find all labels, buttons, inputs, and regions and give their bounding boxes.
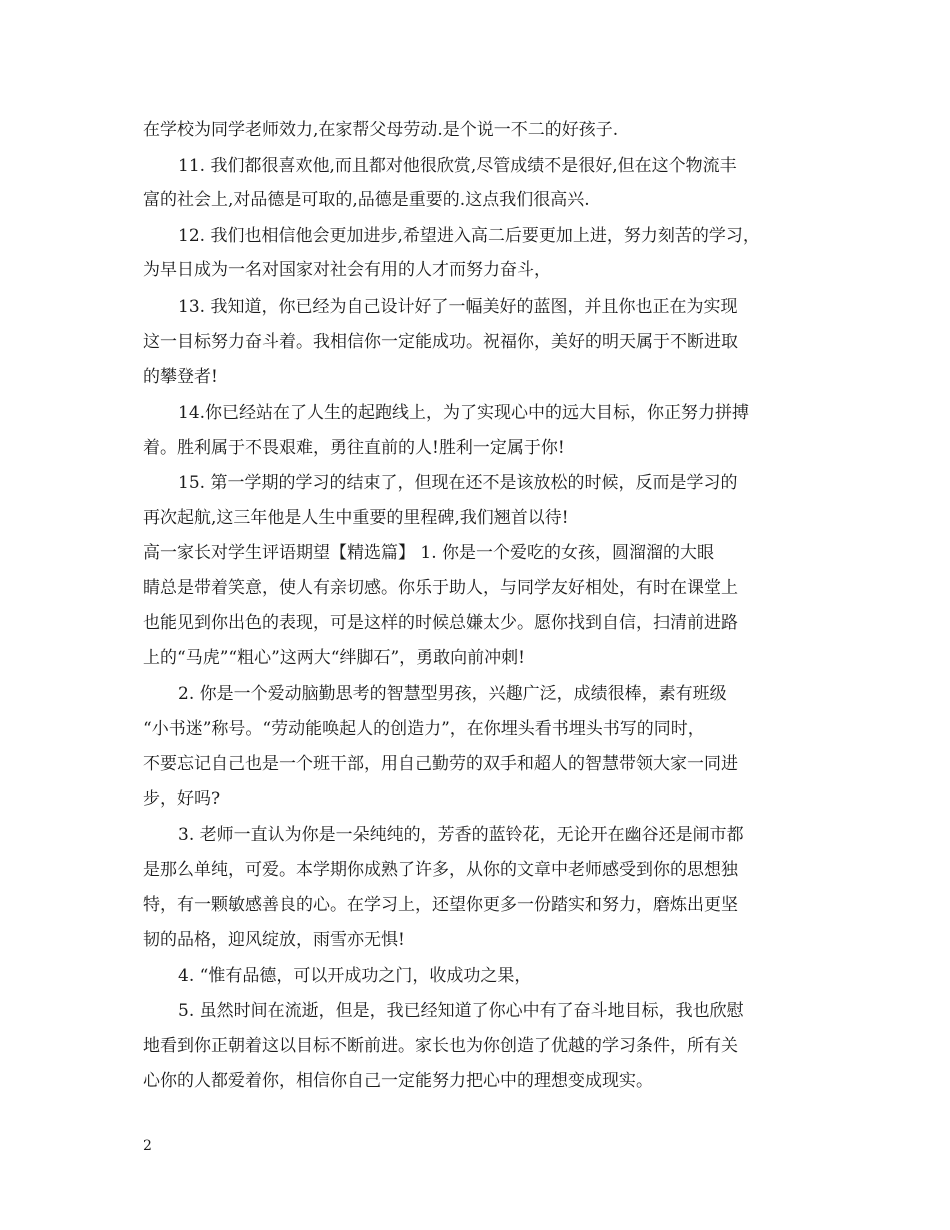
text-line: 着。胜利属于不畏艰难，勇往直前的人!胜利一定属于你!: [143, 438, 565, 458]
text-line: 2. 你是一个爱动脑勤思考的智慧型男孩，兴趣广泛，成绩很棒，素有班级: [178, 684, 727, 704]
text-line: 再次起航,这三年他是人生中重要的里程碑,我们翘首以待!: [143, 508, 569, 528]
text-line: 4. “惟有品德，可以开成功之门，收成功之果，: [178, 966, 532, 986]
text-line: 也能见到你出色的表现，可是这样的时候总嫌太少。愿你找到自信，扫清前进路: [143, 613, 738, 633]
text-line: 步，好吗?: [143, 789, 221, 809]
text-line: 为早日成为一名对国家对社会有用的人才而努力奋斗，: [143, 260, 551, 280]
text-line: “小书迷”称号。“劳动能唤起人的创造力”，在你埋头看书埋头书写的同时，: [143, 719, 705, 739]
text-line: 这一目标努力奋斗着。我相信你一定能成功。祝福你，美好的明天属于不断进取: [143, 332, 738, 352]
text-line: 韧的品格，迎风绽放，雨雪亦无惧!: [143, 930, 405, 950]
text-line: 上的“马虎”“粗心”这两大“绊脚石”，勇敢向前冲刺!: [143, 648, 525, 668]
text-line: 不要忘记自己也是一个班干部，用自己勤劳的双手和超人的智慧带领大家一同进: [143, 754, 738, 774]
text-line: 睛总是带着笑意，使人有亲切感。你乐于助人，与同学友好相处，有时在课堂上: [143, 578, 738, 598]
text-line: 在学校为同学老师效力,在家帮父母劳动.是个说一不二的好孩子.: [143, 120, 619, 140]
text-line: 13. 我知道，你已经为自己设计好了一幅美好的蓝图，并且你也正在为实现: [178, 297, 738, 317]
text-line: 3. 老师一直认为你是一朵纯纯的，芳香的蓝铃花，无论开在幽谷还是闹市都: [178, 825, 744, 845]
text-line: 12. 我们也相信他会更加进步,希望进入高二后要更加上进，努力刻苦的学习，: [178, 226, 760, 246]
text-line: 15. 第一学期的学习的结束了，但现在还不是该放松的时候，反而是学习的: [178, 473, 738, 493]
page-number: 2: [143, 1138, 152, 1154]
text-line: 11. 我们都很喜欢他,而且都对他很欣赏,尽管成绩不是很好,但在这个物流丰: [178, 156, 737, 176]
text-line: 5. 虽然时间在流逝，但是，我已经知道了你心中有了奋斗地目标，我也欣慰: [178, 1001, 744, 1021]
text-line: 地看到你正朝着这以目标不断前进。家长也为你创造了优越的学习条件，所有关: [143, 1036, 738, 1056]
text-line: 的攀登者!: [143, 367, 218, 387]
text-line: 是那么单纯，可爱。本学期你成熟了许多，从你的文章中老师感受到你的思想独: [143, 860, 738, 880]
text-line: 富的社会上,对品德是可取的,品德是重要的.这点我们很高兴.: [143, 190, 590, 210]
section-heading-line: 高一家长对学生评语期望【精选篇】 1. 你是一个爱吃的女孩，圆溜溜的大眼: [143, 543, 715, 563]
text-line: 14.你已经站在了人生的起跑线上，为了实现心中的远大目标，你正努力拼搏: [178, 403, 750, 423]
text-line: 心你的人都爱着你，相信你自己一定能努力把心中的理想变成现实。: [143, 1071, 653, 1091]
text-line: 特，有一颗敏感善良的心。在学习上，还望你更多一份踏实和努力，磨炼出更坚: [143, 895, 738, 915]
